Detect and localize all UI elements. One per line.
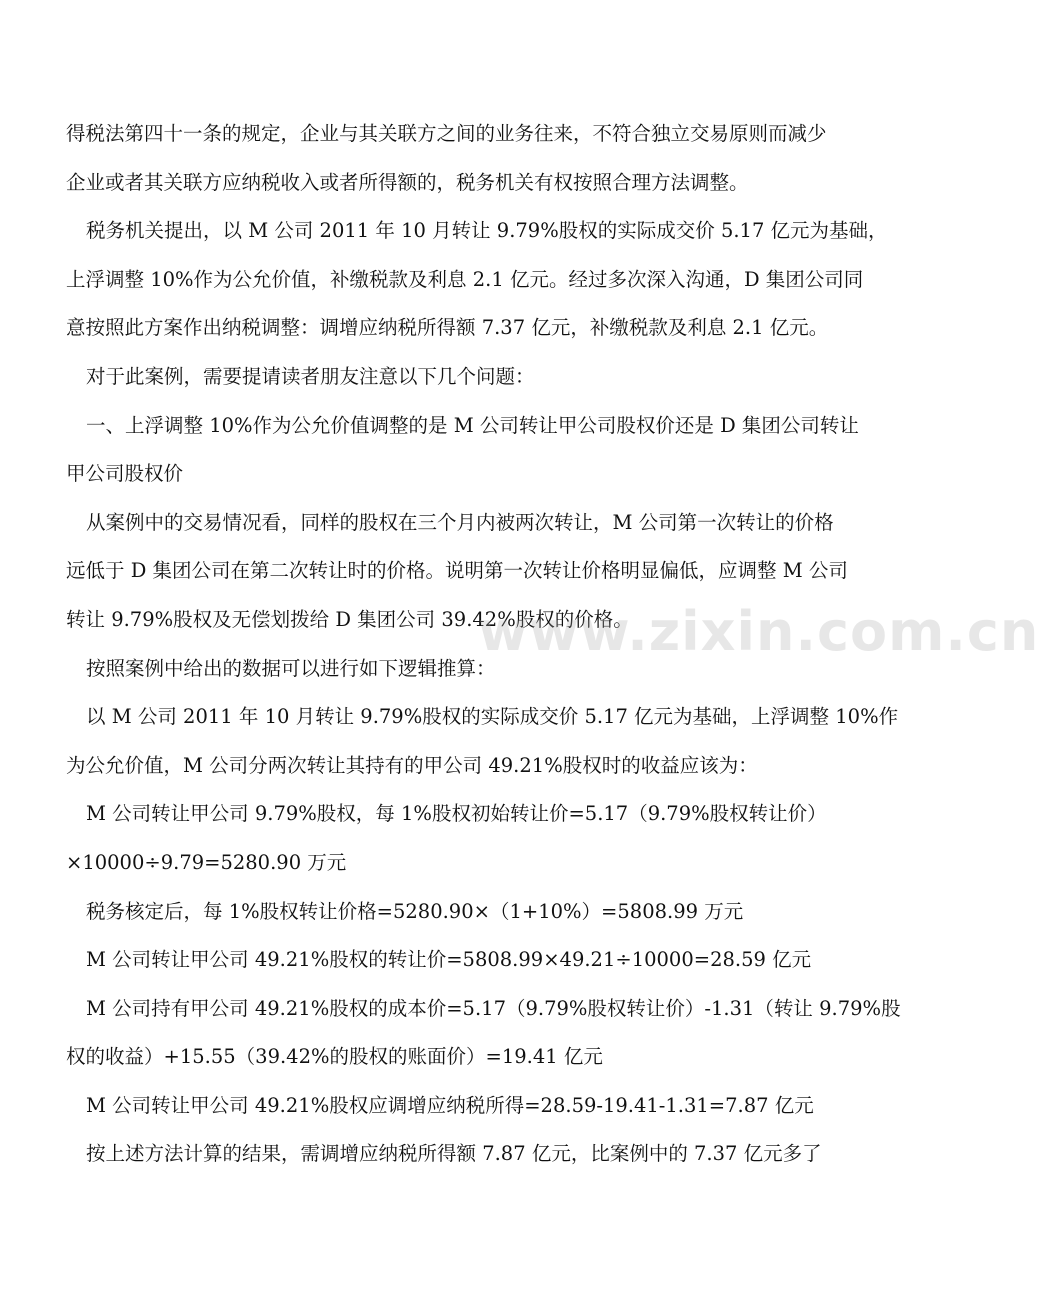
text-line: 得税法第四十一条的规定，企业与其关联方之间的业务往来，不符合独立交易原则而减少 [66,122,827,145]
paragraph-start-line: 税务机关提出，以 M 公司 2011 年 10 月转让 9.79%股权的实际成交价 5.17 亿元为基础， [86,219,888,243]
paragraph-start-line: 按上述方法计算的结果，需调增应纳税所得额 7.87 亿元，比案例中的 7.37 亿元多了 [86,1142,822,1166]
calculation-line: M 公司转让甲公司 49.21%股权应调增应纳税所得=28.59-19.41-1.31=7.87 亿元 [86,1093,814,1117]
calculation-line: M 公司持有甲公司 49.21%股权的成本价=5.17（9.79%股权转让价）-1.31（转让 9.79%股 [86,996,901,1020]
text-line: 为公允价值，M 公司分两次转让其持有的甲公司 49.21%股权时的收益应该为： [66,753,758,777]
text-line: 转让 9.79%股权及无偿划拨给 D 集团公司 39.42%股权的价格。 [66,607,633,631]
paragraph-start-line: 对于此案例，需要提请读者朋友注意以下几个问题： [86,364,535,388]
calculation-line: 权的收益）+15.55（39.42%的股权的账面价）=19.41 亿元 [66,1045,603,1069]
watermark: www.zixin.com.cn [478,600,1039,663]
text-line: 意按照此方案作出纳税调整：调增应纳税所得额 7.37 亿元，补缴税款及利息 2.1 亿元。 [66,316,829,340]
document-body [66,110,901,1179]
paragraph-start-line: 以 M 公司 2011 年 10 月转让 9.79%股权的实际成交价 5.17 亿元为基础，上浮调整 10%作 [86,705,899,729]
section-heading-line: 一、上浮调整 10%作为公允价值调整的是 M 公司转让甲公司股权价还是 D 集团公司转让 [86,413,859,437]
section-heading-line: 甲公司股权价 [66,462,184,486]
calculation-line: 税务核定后，每 1%股权转让价格=5280.90×（1+10%）=5808.99 万元 [86,899,744,923]
paragraph-start-line: 按照案例中给出的数据可以进行如下逻辑推算： [86,656,496,680]
paragraph-start-line: 从案例中的交易情况看，同样的股权在三个月内被两次转让，M 公司第一次转让的价格 [86,510,834,534]
calculation-line: ×10000÷9.79=5280.90 万元 [66,850,347,874]
text-line: 上浮调整 10%作为公允价值，补缴税款及利息 2.1 亿元。经过多次深入沟通，D 集团公司同 [66,267,864,291]
calculation-line: M 公司转让甲公司 49.21%股权的转让价=5808.99×49.21÷10000=28.59 亿元 [86,948,812,972]
text-line: 远低于 D 集团公司在第二次转让时的价格。说明第一次转让价格明显偏低，应调整 M 公司 [66,559,848,583]
text-line: 企业或者其关联方应纳税收入或者所得额的，税务机关有权按照合理方法调整。 [66,170,749,194]
calculation-line: M 公司转让甲公司 9.79%股权，每 1%股权初始转让价=5.17（9.79%股权转让价） [86,802,827,826]
